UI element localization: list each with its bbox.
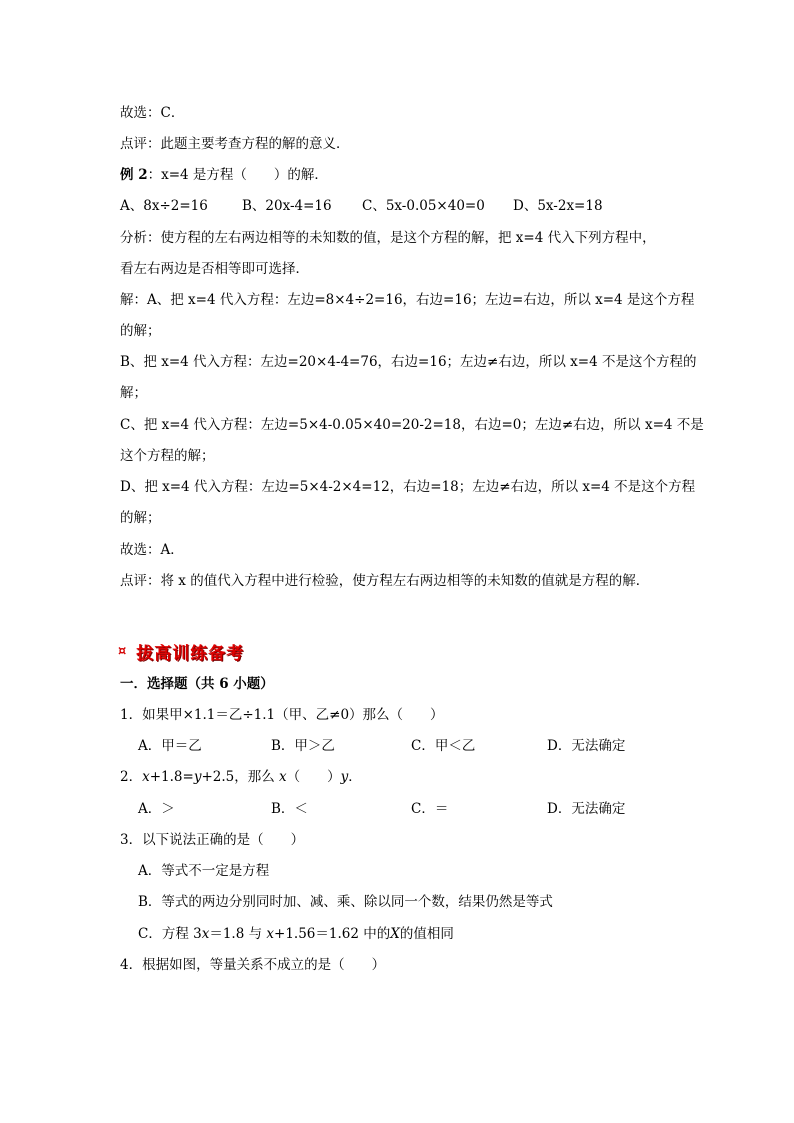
q2-option-d: D．无法确定: [547, 801, 626, 817]
q2-var-x: x: [142, 769, 150, 785]
q3c-var-X: X: [390, 926, 400, 942]
q1-option-d: D．无法确定: [547, 738, 626, 754]
option-d: D、5x-2x=18: [513, 198, 603, 214]
q3-option-c: [138, 925, 454, 943]
question-3-stem: 3．以下说法正确的是（ ）: [120, 832, 305, 848]
q3c-var-x: x: [201, 926, 210, 942]
solution-d-line-2: 的解；: [120, 510, 161, 526]
example-answer-line: 故选：A．: [120, 542, 184, 558]
q2-option-b: B．＜: [271, 801, 308, 817]
q2-var-x: x: [279, 769, 287, 785]
question-1-stem: 1．如果甲×1.1＝乙÷1.1（甲、乙≠0）那么（ ）: [120, 707, 444, 723]
section-bullet-icon: ¤: [118, 643, 127, 659]
example-label: 例 2: [120, 167, 148, 183]
solution-a-line-2: 的解；: [120, 323, 161, 339]
example-comment-line: 点评：将 x 的值代入方程中进行检验，使方程左右两边相等的未知数的值就是方程的解．: [120, 573, 650, 589]
q3-option-a: A．等式不一定是方程: [138, 863, 270, 879]
q2-text: ．: [348, 769, 362, 785]
solution-d-line-1: D、把 x=4 代入方程：左边=5×4-2×4=12，右边=18；左边≠右边，所以 x=4 不是这个方程: [120, 479, 696, 495]
q3c-text: ＝1.8 与: [209, 926, 267, 942]
q2-text: +2.5，那么: [201, 769, 280, 785]
q3-option-b: B．等式的两边分别同时加、减、乘、除以同一个数，结果仍然是等式: [138, 894, 553, 910]
solution-a-line-1: 解：A、把 x=4 代入方程：左边=8×4÷2=16，右边=16；左边=右边，所以 x=4 是这个方程: [120, 292, 695, 308]
q3c-text: +1.56＝1.62 中的: [274, 926, 391, 942]
example-2-options: [120, 197, 680, 215]
part-title: 一．选择题（共 6 小题）: [120, 676, 274, 692]
q2-text: +1.8=: [149, 769, 194, 785]
example-2-question: [120, 166, 328, 184]
question-2-options: [138, 800, 658, 818]
solution-c-line-1: C、把 x=4 代入方程：左边=5×4-0.05×40=20-2=18，右边=0；左边≠右边，所以 x=4 不是: [120, 417, 704, 433]
question-1-options: [138, 737, 658, 755]
section-title: 拔高训练备考: [136, 643, 245, 664]
q1-option-b: B．甲＞乙: [271, 738, 335, 754]
q2-var-y: y: [193, 769, 202, 785]
analysis-line-2: 看左右两边是否相等即可选择．: [120, 261, 309, 277]
solution-b-line-1: B、把 x=4 代入方程：左边=20×4-4=76，右边=16；左边≠右边，所以 x=4 不是这个方程的: [120, 354, 697, 370]
option-c: C、5x-0.05×40=0: [362, 198, 485, 214]
q1-option-c: C．甲＜乙: [411, 738, 476, 754]
comment-line: 点评：此题主要考查方程的解的意义．: [120, 136, 350, 152]
q2-blank: （ ）: [286, 769, 341, 785]
example-question-text: ：x=4 是方程（ ）的解．: [147, 167, 328, 183]
q2-option-a: A．＞: [138, 801, 175, 817]
solution-c-line-2: 这个方程的解；: [120, 448, 215, 464]
solution-b-line-2: 解；: [120, 385, 147, 401]
question-4-stem: 4．根据如图，等量关系不成立的是（ ）: [120, 957, 386, 973]
question-2-stem: [120, 768, 362, 786]
q2-number: 2．: [120, 769, 143, 785]
q3c-text: C．方程 3: [138, 926, 202, 942]
q1-option-a: A．甲＝乙: [138, 738, 202, 754]
answer-line: 故选：C．: [120, 105, 185, 121]
q2-var-y: y: [340, 769, 349, 785]
q3c-var-x: x: [266, 926, 275, 942]
option-a: A、8x÷2=16: [120, 198, 208, 214]
analysis-line-1: 分析：使方程的左右两边相等的未知数的值，是这个方程的解，把 x=4 代入下列方程中，: [120, 230, 656, 246]
option-b: B、20x-4=16: [242, 198, 332, 214]
section-heading: [118, 640, 244, 662]
q3c-text: 的值相同: [399, 926, 454, 942]
q2-option-c: C．＝: [411, 801, 449, 817]
